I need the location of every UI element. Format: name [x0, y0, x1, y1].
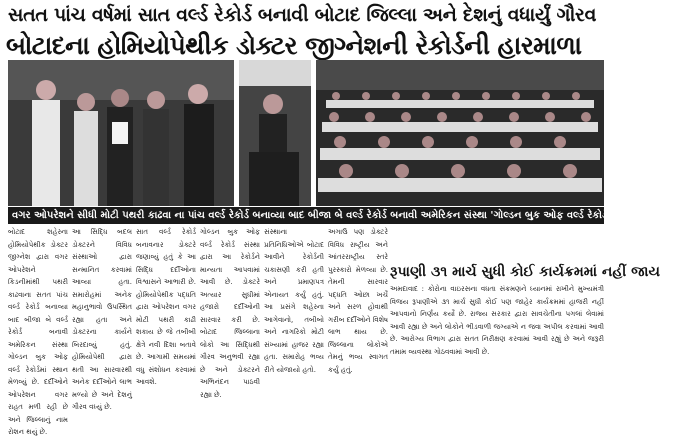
body-column-2: આ સિદ્ધિ બદલ ડોક્ટરને વિવિધ સંસ્થાઓ દ્વારા સન્માનિત કરવામાં આવ્યા હતા. સમારોહમાં અનેક મહાનુભાવો ઉપસ્થિત રહ્યા હતા અને ડોક્ટરના કાર્યને બિરદાવ્યું હતું. હોમિયોપેથી દ્વારા થતી આ સારવારથી અનેક દર્દીઓને લાભ મળ્યો છે અને દેશનું ગૌરવ વધ્યું છે.	[72, 228, 132, 411]
photo-award-ceremony	[8, 60, 234, 206]
article-headline: બોટાદના હોમિયોપેથીક ડોક્ટર જીગ્નેશની રેકોર્ડની હારમાળા	[6, 31, 582, 60]
photo-audience	[316, 60, 604, 206]
body-column-6: અગાઉ પણ ડોક્ટરે વિવિધ રાષ્ટ્રીય અને આંતરરાષ્ટ્રીય સ્તરે પુરસ્કારો મેળવ્યા છે. તેમની સારવાર પદ્ધતિ ઓછા ખર્ચે અને સરળ હોવાથી ગરીબ દર્દીઓને વિશેષ લાભ થાય છે. જિલ્લાના લોકોએ તેમનું ભવ્ય સ્વાગત કર્યું હતું.	[328, 228, 389, 374]
photo-caption: વગર ઓપરેશને સીધી મોટી પથરી કાઢવા ના પાંચ વર્લ્ડ રેકોર્ડ બનાવ્યા બાદ બીજા બે વર્લ્ડ રેકોર્ડ બનાવી અમેરિકન સંસ્થા 'ગોલ્ડન બુક ઓફ વર્લ્ડ રેકોર્ડ'માં મેળવ્યું સ્થાન	[8, 207, 604, 224]
second-article-body: અમદાવાદ : કોરોના વાઇરસના વધતા સંક્રમણને ધ્યાનમાં રાખીને મુખ્યમંત્રી વિજય રૂપાણીએ ૩૧ માર્ચ સુધી કોઈ પણ જાહેર કાર્યક્રમમાં હાજરી નહીં આપવાનો નિર્ણય કર્યો છે. રાજ્ય સરકાર દ્વારા સાવચેતીના પગલાં લેવામાં આવી રહ્યા છે અને લોકોને ભીડવાળી જગ્યાએ ન જવા અપીલ કરવામાં આવી છે. આરોગ્ય વિભાગ દ્વારા સતત નિરીક્ષણ કરવામાં આવી રહ્યું છે અને જરૂરી તમામ વ્યવસ્થા ગોઠવવામાં આવી છે.	[390, 283, 604, 401]
body-column-1: બોટાદ શહેરના હોમિયોપેથીક ડોક્ટર જીગ્નેશ દ્વારા વગર ઓપરેશને કિડનીમાંથી પથરી કાઢવાના સતત પાંચ વર્લ્ડ રેકોર્ડ બનાવ્યા બાદ બીજા બે વર્લ્ડ રેકોર્ડ બનાવી અમેરિકન સંસ્થા ગોલ્ડન બુક ઓફ વર્લ્ડ રેકોર્ડમાં સ્થાન મેળવ્યું છે. દર્દીઓને ઓપરેશન વગર રાહત મળી રહી છે અને જિલ્લાનું નામ રોશન થયું છે.	[8, 228, 68, 436]
second-article-headline: રૂપાણી ૩૧ માર્ચ સુધી કોઈ કાર્યક્રમમાં નહીં જાય	[390, 264, 660, 280]
body-column-3: સાત વર્લ્ડ રેકોર્ડ બનાવનાર ડોક્ટરે જણાવ્યું હતું કે આ સિદ્ધિ દર્દીઓના વિશ્વાસને આભારી છે. હોમિયોપેથીક પદ્ધતિ દ્વારા ઓપરેશન વગર મોટી પથરી કાઢી શકાય છે જે તબીબી ક્ષેત્રે નવી દિશા બતાવે છે. આગામી સમયમાં વધુ સંશોધન કરવામાં આવશે.	[136, 228, 196, 386]
article-kicker: સતત પાંચ વર્ષમાં સાત વર્લ્ડ રેકોર્ડ બનાવી બોટાદ જિલ્લા અને દેશનું વધાર્યું ગૌરવ	[8, 4, 597, 26]
photo-speaker-podium	[239, 60, 311, 206]
body-column-4: ગોલ્ડન બુક ઓફ વર્લ્ડ રેકોર્ડ સંસ્થા દ્વારા આ રેકોર્ડને માન્યતા આપવામાં આવી છે. ડોક્ટરે અત્યાર સુધીમાં હજારો દર્દીઓની સારવાર કરી છે. બોટાદ જિલ્લાના લોકો આ સિદ્ધિથી ગૌરવ અનુભવી રહ્યા છે અને ડોક્ટરને અભિનંદન પાઠવી રહ્યા છે.	[200, 228, 260, 399]
body-column-5: સંસ્થાના પ્રતિનિધિઓએ બોટાદ આવીને રેકોર્ડની ચકાસણી કરી હતી અને પ્રમાણપત્ર એનાયત કર્યું હતું. આ પ્રસંગે શહેરના આગેવાનો, તબીબો અને નાગરિકો મોટી સંખ્યામાં હાજર રહ્યા હતા. સમારોહ ભવ્ય રીતે યોજાયો હતો.	[264, 228, 324, 374]
